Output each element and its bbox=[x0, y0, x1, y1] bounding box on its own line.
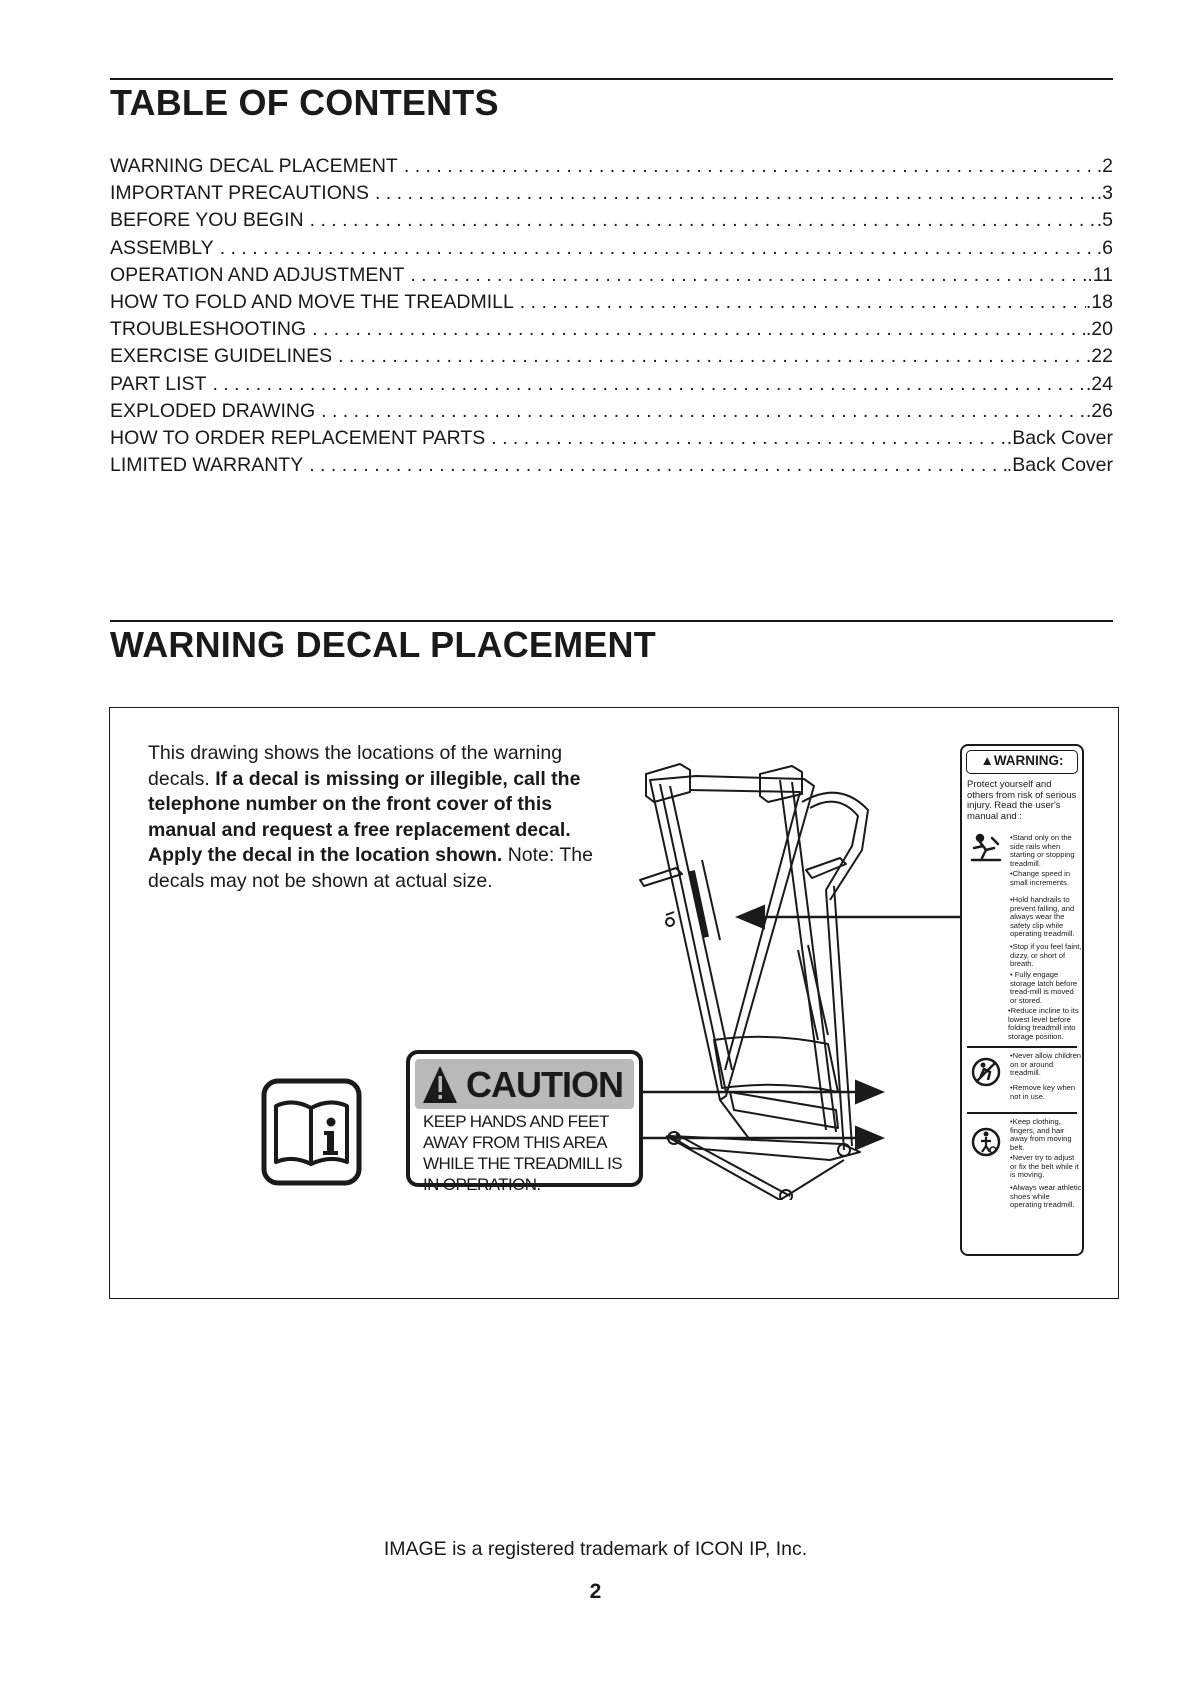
toc-entry-page: .2 bbox=[1096, 155, 1113, 177]
no-children-icon bbox=[970, 1056, 1002, 1088]
toc-heading: TABLE OF CONTENTS bbox=[110, 82, 499, 123]
intro-bold-text: If a decal is missing or illegible, call the telephone number on the front cover of this manual and request a free replacement decal. Apply the decal in the location shown. bbox=[148, 767, 581, 866]
moving-belt-icon bbox=[970, 1126, 1002, 1158]
trademark-notice: IMAGE is a registered trademark of ICON IP, Inc. bbox=[383, 1538, 808, 1560]
toc-entry-page: .Back Cover bbox=[1006, 454, 1113, 477]
warning-decal-divider bbox=[967, 1046, 1077, 1048]
toc-entry-page: .20 bbox=[1085, 318, 1113, 341]
toc-entry-title: WARNING DECAL PLACEMENT bbox=[110, 155, 398, 177]
toc-entry-title: LIMITED WARRANTY bbox=[110, 454, 304, 477]
warning-decal-title: WARNING: bbox=[993, 753, 1064, 768]
warning-decal-item: •Keep clothing, fingers, and hair away from moving belt. bbox=[1010, 1117, 1072, 1152]
toc-entry-title: EXERCISE GUIDELINES bbox=[110, 345, 333, 368]
intro-text: This drawing shows the locations of the warning decals. bbox=[148, 742, 563, 790]
page-number: 2 bbox=[589, 1580, 602, 1603]
toc-entry-title: EXPLODED DRAWING bbox=[110, 399, 316, 422]
warning-decal-item: •Always wear athletic shoes while operating treadmill. bbox=[1010, 1183, 1082, 1210]
toc-entry-page: .5 bbox=[1096, 209, 1113, 232]
warning-decal-item: •Reduce incline to its lowest level before folding treadmill into storage position. bbox=[1008, 1006, 1079, 1041]
toc-entry-title: BEFORE YOU BEGIN bbox=[110, 209, 304, 232]
warning-decal-item: •Never try to adjust or fix the belt while it is moving. bbox=[1010, 1153, 1079, 1180]
intro-note-text: Note: The decals may not be shown at actual size. bbox=[148, 844, 593, 892]
toc-entry-page: .24 bbox=[1085, 372, 1113, 395]
toc-entry-title: OPERATION AND ADJUSTMENT bbox=[110, 263, 405, 286]
toc-entry-page: .3 bbox=[1096, 182, 1113, 205]
warning-triangle-icon: ▲ bbox=[980, 753, 994, 768]
toc-entry-title: IMPORTANT PRECAUTIONS bbox=[110, 182, 369, 205]
warning-decal bbox=[960, 744, 1084, 1256]
toc-entry-title: TROUBLESHOOTING bbox=[110, 318, 307, 341]
toc-entry-page: .26 bbox=[1085, 399, 1113, 422]
caution-title: CAUTION bbox=[466, 1064, 623, 1105]
warning-section-heading: WARNING DECAL PLACEMENT bbox=[110, 624, 656, 665]
warning-decal-item: •Stop if you feel faint, dizzy, or short of breath. bbox=[1010, 942, 1082, 969]
toc-entry-title: PART LIST bbox=[110, 372, 207, 395]
falling-person-icon bbox=[970, 832, 1002, 864]
toc-entry-title: ASSEMBLY bbox=[110, 236, 214, 259]
warning-decal-item: •Never allow children on or around treadmill. bbox=[1010, 1051, 1082, 1078]
toc-entry-page: .Back Cover bbox=[1006, 426, 1113, 449]
warning-decal-intro: Protect yourself and others from risk of serious injury. Read the user's manual and : bbox=[967, 779, 1077, 822]
toc-entry-title: HOW TO FOLD AND MOVE THE TREADMILL bbox=[110, 290, 514, 313]
warning-decal-item: •Stand only on the side rails when starting or stopping treadmill. bbox=[1010, 833, 1075, 868]
toc-entry-page: .22 bbox=[1085, 345, 1113, 368]
toc-entry-page: .18 bbox=[1085, 290, 1113, 313]
warning-decal-header bbox=[966, 750, 1078, 774]
warning-decal-item: •Change speed in small increments. bbox=[1010, 869, 1071, 887]
warning-decal-item: •Hold handrails to prevent falling, and always wear the safety clip while operating treadmill. bbox=[1010, 895, 1075, 939]
warning-decal-item: •Remove key when not in use. bbox=[1010, 1083, 1076, 1101]
warning-decal-divider bbox=[967, 1112, 1077, 1114]
toc-entry-title: HOW TO ORDER REPLACEMENT PARTS bbox=[110, 426, 486, 449]
caution-text: KEEP HANDS AND FEET AWAY FROM THIS AREA WHILE THE TREADMILL IS IN OPERATION. bbox=[423, 1112, 623, 1194]
toc-entry-page: .11 bbox=[1087, 263, 1113, 286]
toc-entry-page: .6 bbox=[1096, 236, 1113, 259]
warning-decal-item: • Fully engage storage latch before tread-mill is moved or stored. bbox=[1010, 970, 1078, 1005]
